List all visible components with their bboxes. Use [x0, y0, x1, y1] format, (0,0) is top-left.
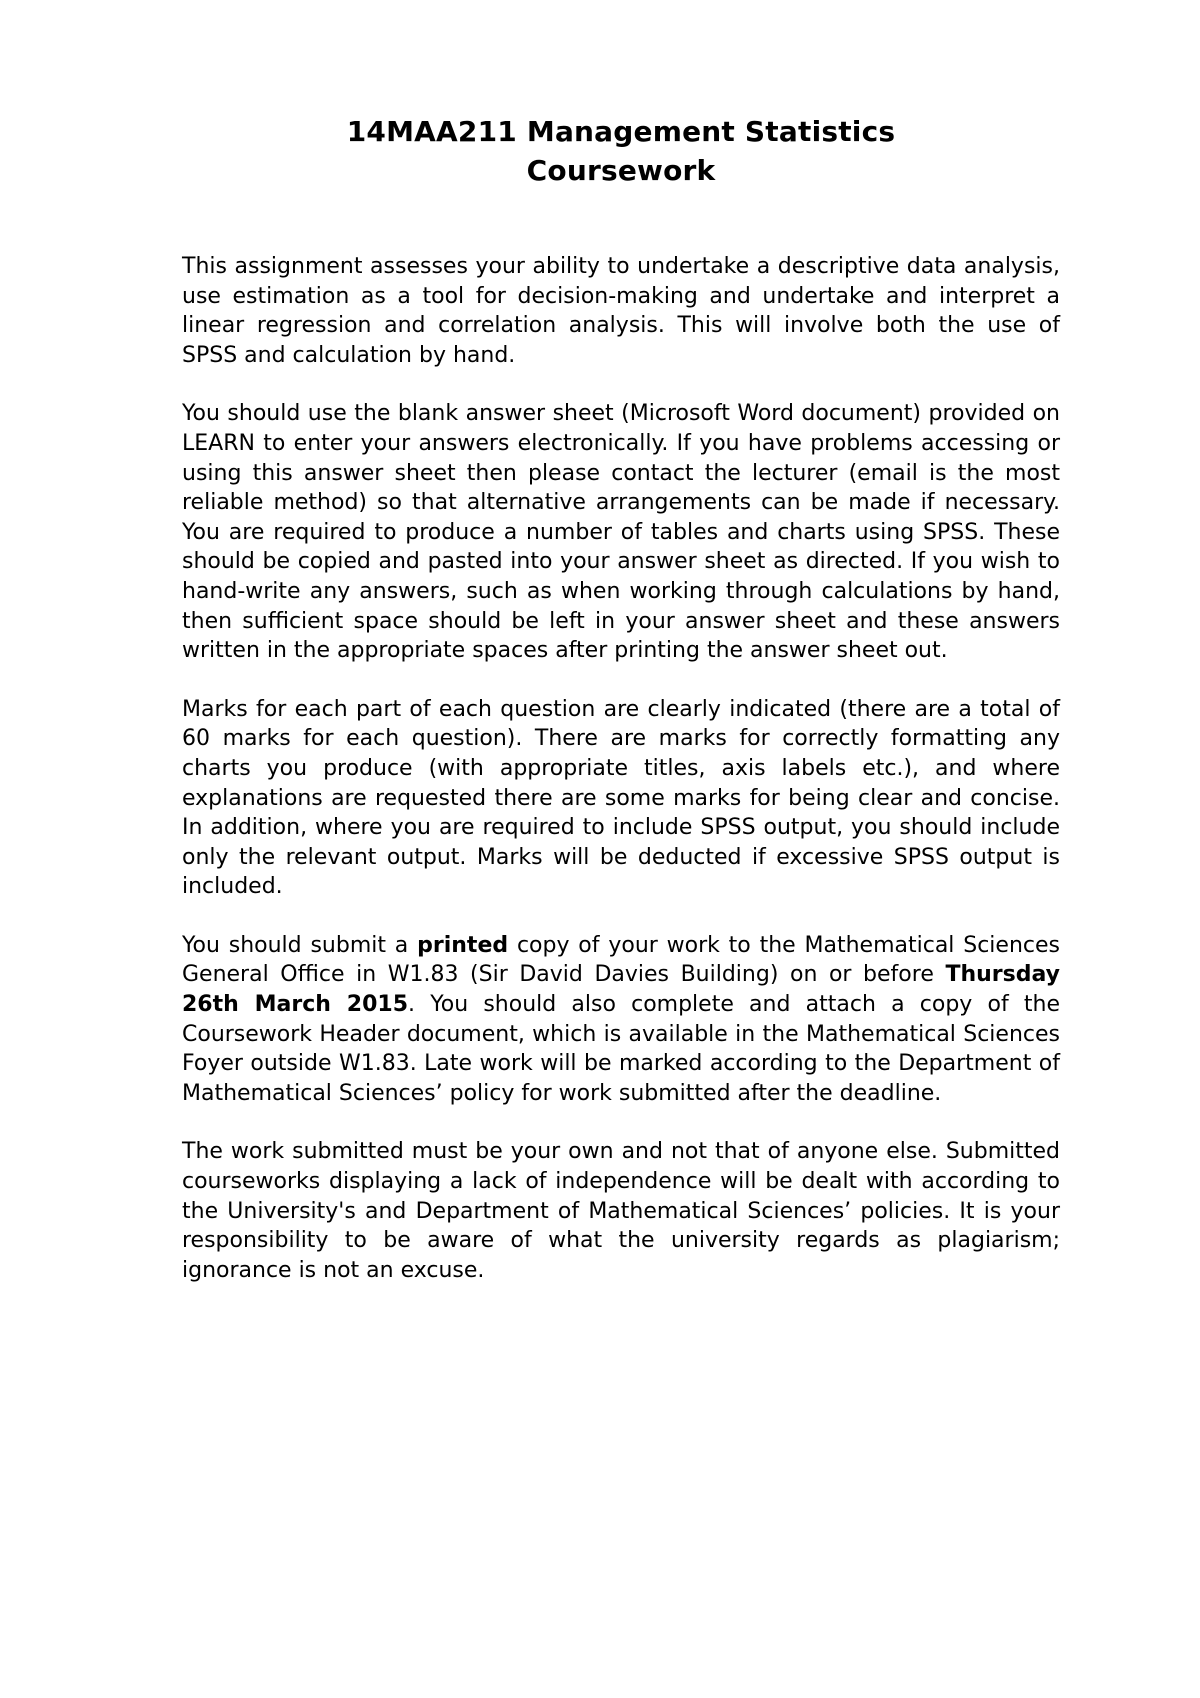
title-line-2: Coursework [526, 154, 716, 187]
document-page [182, 112, 1060, 1285]
title-line-1: 14MAA211 Management Statistics [346, 115, 896, 148]
paragraph-plagiarism: The work submitted must be your own and not that of anyone else. Submitted courseworks displaying a lack of independence will be dealt with according to the University's and Department of Mathematical Sciences’ policies. It is your responsibility to be aware of what the university regards as plagiarism; ignorance is not an excuse. [182, 1139, 1060, 1283]
submission-text-1: You should submit a [182, 932, 418, 958]
submission-text-3: . You should also complete and attach a copy of the Coursework Header document, which is available in the Mathematical Sciences Foyer outside W1.83. Late work will be marked according to the Department of Mathematical Sciences’ policy for work submitted after the deadline. [182, 992, 1060, 1106]
submission-deadline-bold: Thursday 26th March 2015 [182, 962, 1060, 1018]
submission-text-2: copy of your work to the Mathematical Sciences General Office in W1.83 (Sir David Davies Building) on or before [182, 932, 1060, 988]
document-title [182, 112, 1060, 190]
paragraph-assignment-overview: This assignment assesses your ability to undertake a descriptive data analysis, use estimation as a tool for decision-making and undertake and interpret a linear regression and correlation analysis. This will involve both the use of SPSS and calculation by hand. [182, 254, 1060, 368]
paragraph-answer-sheet: You should use the blank answer sheet (Microsoft Word document) provided on LEARN to enter your answers electronically. If you have problems accessing or using this answer sheet then please contact the lecturer (email is the most reliable method) so that alternative arrangements can be made if necessary. You are required to produce a number of tables and charts using SPSS. These should be copied and pasted into your answer sheet as directed. If you wish to hand-write any answers, such as when working through calculations by hand, then sufficient space should be left in your answer sheet and these answers written in the appropriate spaces after printing the answer sheet out. [182, 401, 1060, 664]
paragraph-marks: Marks for each part of each question are clearly indicated (there are a total of 60 marks for each question). There are marks for correctly formatting any charts you produce (with appropriate titles, axis labels etc.), and where explanations are requested there are some marks for being clear and concise. In addition, where you are required to include SPSS output, you should include only the relevant output. Marks will be deducted if excessive SPSS output is included. [182, 696, 1060, 900]
paragraph-submission [182, 931, 1060, 1109]
submission-printed-bold: printed [417, 932, 509, 958]
